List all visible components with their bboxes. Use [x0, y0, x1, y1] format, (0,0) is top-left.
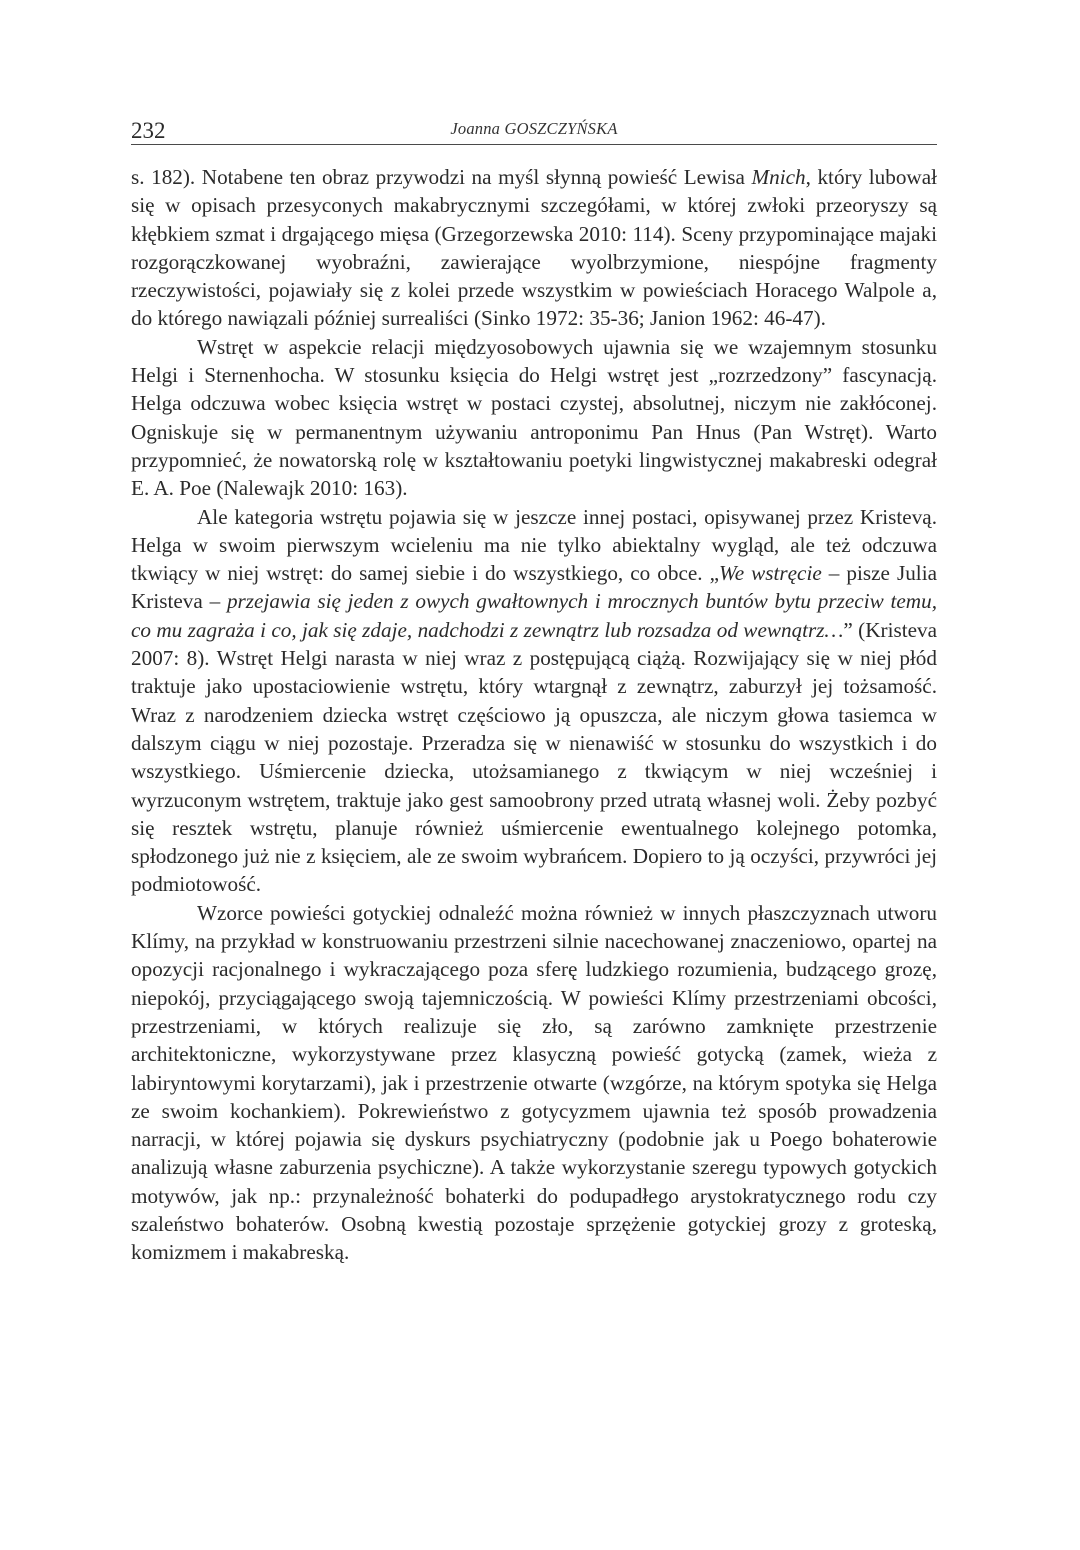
text-segment: Ale kategoria wstrętu pojawia się w jeszcze innej postaci, opisywanej przez Kristevą. Helga w swoim pierwszym wcieleniu ma nie tylko abiektalny wygląd, ale też odczuwa tkwiący w niej wstręt: do samej siebie i do wszystkiego, co obce. „: [131, 504, 937, 586]
text-segment: s. 182). Notabene ten obraz przywodzi na myśl słynną powieść Lewisa: [131, 165, 752, 189]
text-segment: – pisze Julia Kristeva –: [131, 561, 937, 614]
body-text: [131, 163, 937, 1267]
paragraph-2: Wstręt w aspekcie relacji międzyosobowych ujawnia się we wzajemnym stosunku Helgi i Sternenhocha. W stosunku księcia do Helgi wstręt jest „rozrzedzony” fascynacją. Helga odczuwa wobec księcia wstręt w postaci czystej, absolutnej, niczym nie zakłóconej. Ogniskuje się w permanentnym używaniu antroponimu Pan Hnus (Pan Wstręt). Warto przypomnieć, że nowatorską rolę w kształtowaniu poetyki lingwistycznej makabreski odegrał E. A. Poe (Nalewajk 2010: 163).: [131, 334, 937, 501]
book-title-mnich: Mnich: [751, 165, 806, 189]
paragraph-1-continuation: [131, 163, 937, 333]
text-segment: , który lubował się w opisach przesyconych makabrycznymi szczegółami, w której zwłoki przeoryszy są kłębkiem szmat i drgającego mięsa (Grzegorzewska 2010: 114). Sceny przypominające majaki rozgorączkowanej wyobraźni, zawierające wyolbrzymione, niespójne fragmenty rzeczywistości, pojawiały się z kolei przede wszystkim w powieściach Horacego Walpole a, do którego nawiązali później surrealiści (Sinko 1972: 35-36; Janion 1962: 46-47).: [131, 165, 937, 331]
paragraph-4: Wzorce powieści gotyckiej odnaleźć można również w innych płaszczyznach utworu Klímy, na przykład w konstruowaniu przestrzeni silnie nacechowanej znaczeniowo, opartej na opozycji racjonalnego i wykraczającego poza sferę ludzkiego rozumienia, budzącego grozę, niepokój, przyciągającego swoją tajemniczością. W powieści Klímy przestrzeniami obcości, przestrzeniami, w których realizuje się zło, są zarówno zamknięte przestrzenie architektoniczne, wykorzystywane przez klasyczną powieść gotycką (zamek, wieża z labiryntowymi korytarzami), jak i przestrzenie otwarte (wzgórze, na którym spotyka się Helga ze swoim kochankiem). Pokrewieństwo z gotycyzmem ujawnia też sposób prowadzenia narracji, w której pojawia się dyskurs psychiatryczny (podobnie jak u Poego bohaterowie analizują własne zaburzenia psychiczne). A także wykorzystanie szeregu typowych gotyckich motywów, jak np.: przynależność bohaterki do podupadłego arystokratycznego rodu czy szaleństwo bohaterów. Osobną kwestią pozostaje sprzężenie gotyckiej grozy z groteską, komizmem i makabreską.: [131, 900, 937, 1265]
text-segment: ” (Kristeva 2007: 8). Wstręt Helgi narasta w niej wraz z postępującą ciążą. Rozwijający się w niej płód traktuje jako upostaciowienie wstrętu, który wtargnął z zewnątrz, zaburzył jej tożsamość. Wraz z narodzeniem dziecka wstręt częściowo ją opuszcza, ale niczym głowa tasiemca w dalszym ciągu w niej pozostaje. Przeradza się w nienawiść w stosunku do wszystkich i do wszystkiego. Uśmiercenie dziecka, utożsamianego z tkwiącym w niej wcześniej i wyrzuconym wstrętem, traktuje jako gest samoobrony przed utratą własnej woli. Żeby pozbyć się resztek wstrętu, planuje również uśmiercenie ewentualnego kolejnego potomka, spłodzonego już nie z księciem, ale ze swoim wybrańcem. Dopiero to ją oczyści, przywróci jej podmiotowość.: [131, 617, 937, 897]
paragraph-3: [131, 503, 937, 899]
quote-italic: przejawia się jeden z owych gwałtownych i mrocznych buntów bytu przeciw temu, co mu zagraża i co, jak się zdaje, nadchodzi z zewnątrz lub rozsadza od wewnątrz…: [131, 589, 937, 642]
running-head-author: Joanna GOSZCZYŃSKA: [450, 119, 618, 138]
running-head: [131, 112, 937, 145]
page: [131, 112, 937, 1267]
quote-italic: We wstręcie: [719, 561, 822, 586]
page-number: 232: [131, 118, 166, 143]
